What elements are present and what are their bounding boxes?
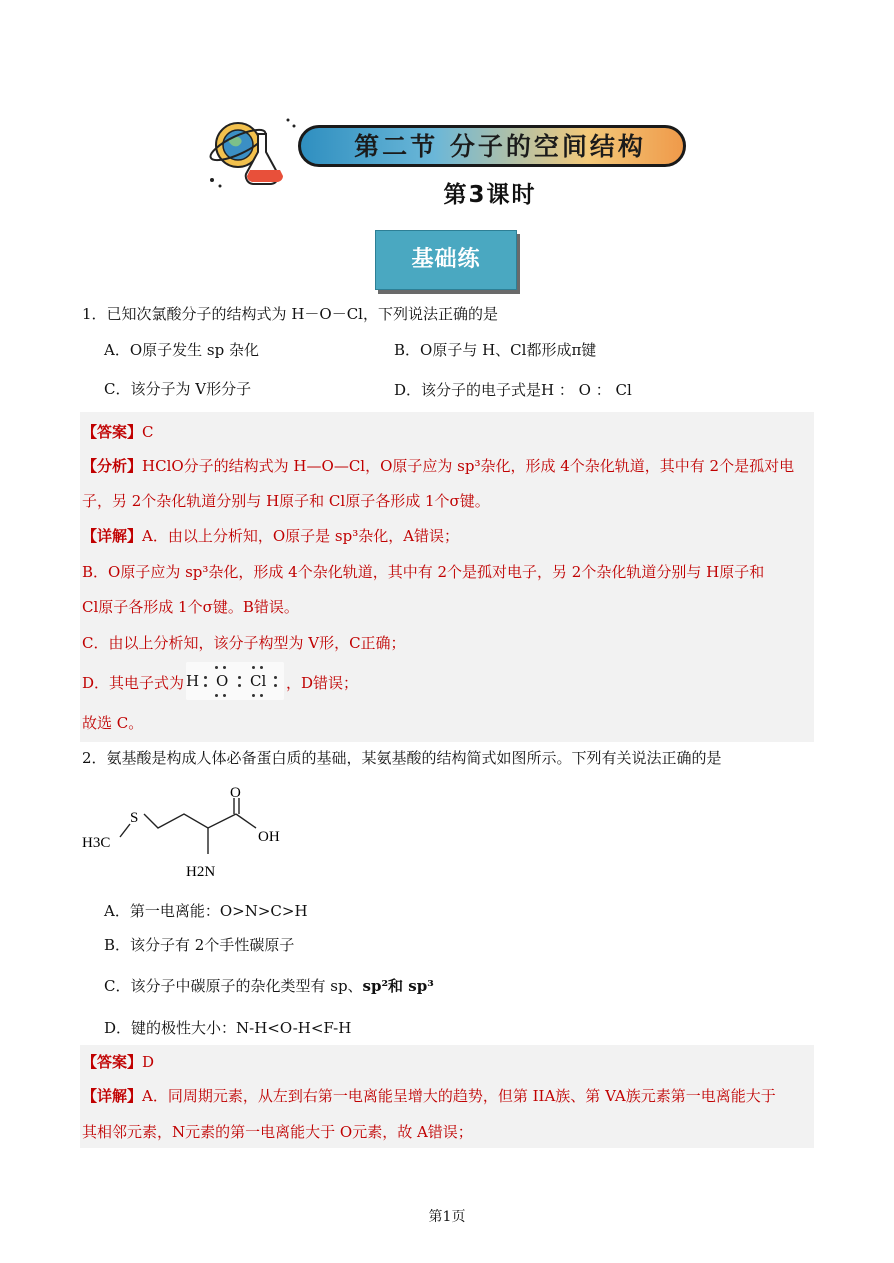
lewis-h: H <box>186 672 200 690</box>
lewis-cl: Cl <box>250 672 267 690</box>
q2-detail-a-line-2: 其相邻元素，N元素的第一电离能大于 O元素，故 A错误； <box>82 1123 473 1141</box>
q1-conclusion: 故选 C。 <box>82 714 144 732</box>
answer-tag: 【答案】 <box>82 1053 143 1071</box>
q1-analysis-line-1 <box>82 455 794 477</box>
section-badge-label: 基础练 <box>411 247 481 272</box>
chapter-title: 第二节 分子的空间结构 <box>354 132 646 161</box>
q1-detail-d-suffix: ，D错误； <box>286 674 359 692</box>
analysis-text-1: HClO分子的结构式为 H—O—Cl，O原子应为 sp³杂化，形成 4个杂化轨道，其中有 2个是孤对电 <box>142 457 795 475</box>
q2-option-c <box>104 975 434 997</box>
q2-option-d: D．键的极性大小：N-H<O-H<F-H <box>104 1019 352 1037</box>
q1-detail-b-line-1: B．O原子应为 sp³杂化，形成 4个杂化轨道，其中有 2个是孤对电子，另 2个杂化轨道分别与 H原子和 <box>82 563 765 581</box>
answer-tag: 【答案】 <box>82 423 143 441</box>
question-2-stem: 2．氨基酸是构成人体必备蛋白质的基础，某氨基酸的结构简式如图所示。下列有关说法正确的是 <box>82 749 722 767</box>
answer-value: D <box>142 1053 155 1071</box>
q1-option-b: B．O原子与 H、Cl都形成π键 <box>394 341 597 359</box>
atom-s: S <box>130 810 139 826</box>
detail-a-text: A．由以上分析知，O原子是 sp³杂化，A错误； <box>142 527 460 545</box>
q1-option-d-formula: H ： O ： Cl <box>541 381 632 399</box>
atom-oh: OH <box>258 829 280 845</box>
electron-formula-image <box>186 662 284 700</box>
atom-nh2: H2N <box>186 864 216 880</box>
atom-o: O <box>230 785 241 801</box>
q2-option-c-bold: sp²和 sp³ <box>362 977 434 995</box>
q2-answer <box>82 1051 154 1073</box>
q2-detail-a-line-1 <box>82 1085 776 1107</box>
chemistry-globe-flask-icon <box>200 112 300 194</box>
q2-option-a: A．第一电离能：O>N>C>H <box>104 902 308 920</box>
q2-detail-a-text: A．同周期元素，从左到右第一电离能呈增大的趋势，但第 IIA族、第 VA族元素第一电离能大于 <box>142 1087 776 1105</box>
q2-option-b: B．该分子有 2个手性碳原子 <box>104 936 295 954</box>
detail-tag: 【详解】 <box>82 527 143 545</box>
q1-option-c: C．该分子为 V形分子 <box>104 380 252 398</box>
detail-tag: 【详解】 <box>82 1087 143 1105</box>
question-1-stem: 1．已知次氯酸分子的结构式为 H－O－Cl，下列说法正确的是 <box>82 305 498 323</box>
section-badge <box>375 230 517 290</box>
answer-value: C <box>142 423 154 441</box>
q1-option-d-prefix: D．该分子的电子式是 <box>394 381 542 399</box>
atom-h3c: H3C <box>82 835 111 851</box>
page-number: 第1页 <box>428 1209 466 1225</box>
q1-option-d <box>394 379 632 401</box>
lewis-o: O <box>216 672 229 690</box>
q1-detail-a <box>82 525 459 547</box>
q1-detail-b-line-2: Cl原子各形成 1个σ键。B错误。 <box>82 598 299 616</box>
analysis-tag: 【分析】 <box>82 457 143 475</box>
q1-option-a: A．O原子发生 sp 杂化 <box>104 341 259 359</box>
lesson-number: 第3课时 <box>443 182 537 208</box>
q1-detail-d-prefix: D．其电子式为 <box>82 674 185 692</box>
q1-analysis-line-2: 子，另 2个杂化轨道分别与 H原子和 Cl原子各形成 1个σ键。 <box>82 492 490 510</box>
q2-option-c-prefix: C．该分子中碳原子的杂化类型有 sp、 <box>104 977 363 995</box>
amino-acid-structure-diagram <box>78 784 308 884</box>
q1-detail-c: C．由以上分析知，该分子构型为 V形，C正确； <box>82 634 406 652</box>
q1-answer <box>82 421 154 443</box>
